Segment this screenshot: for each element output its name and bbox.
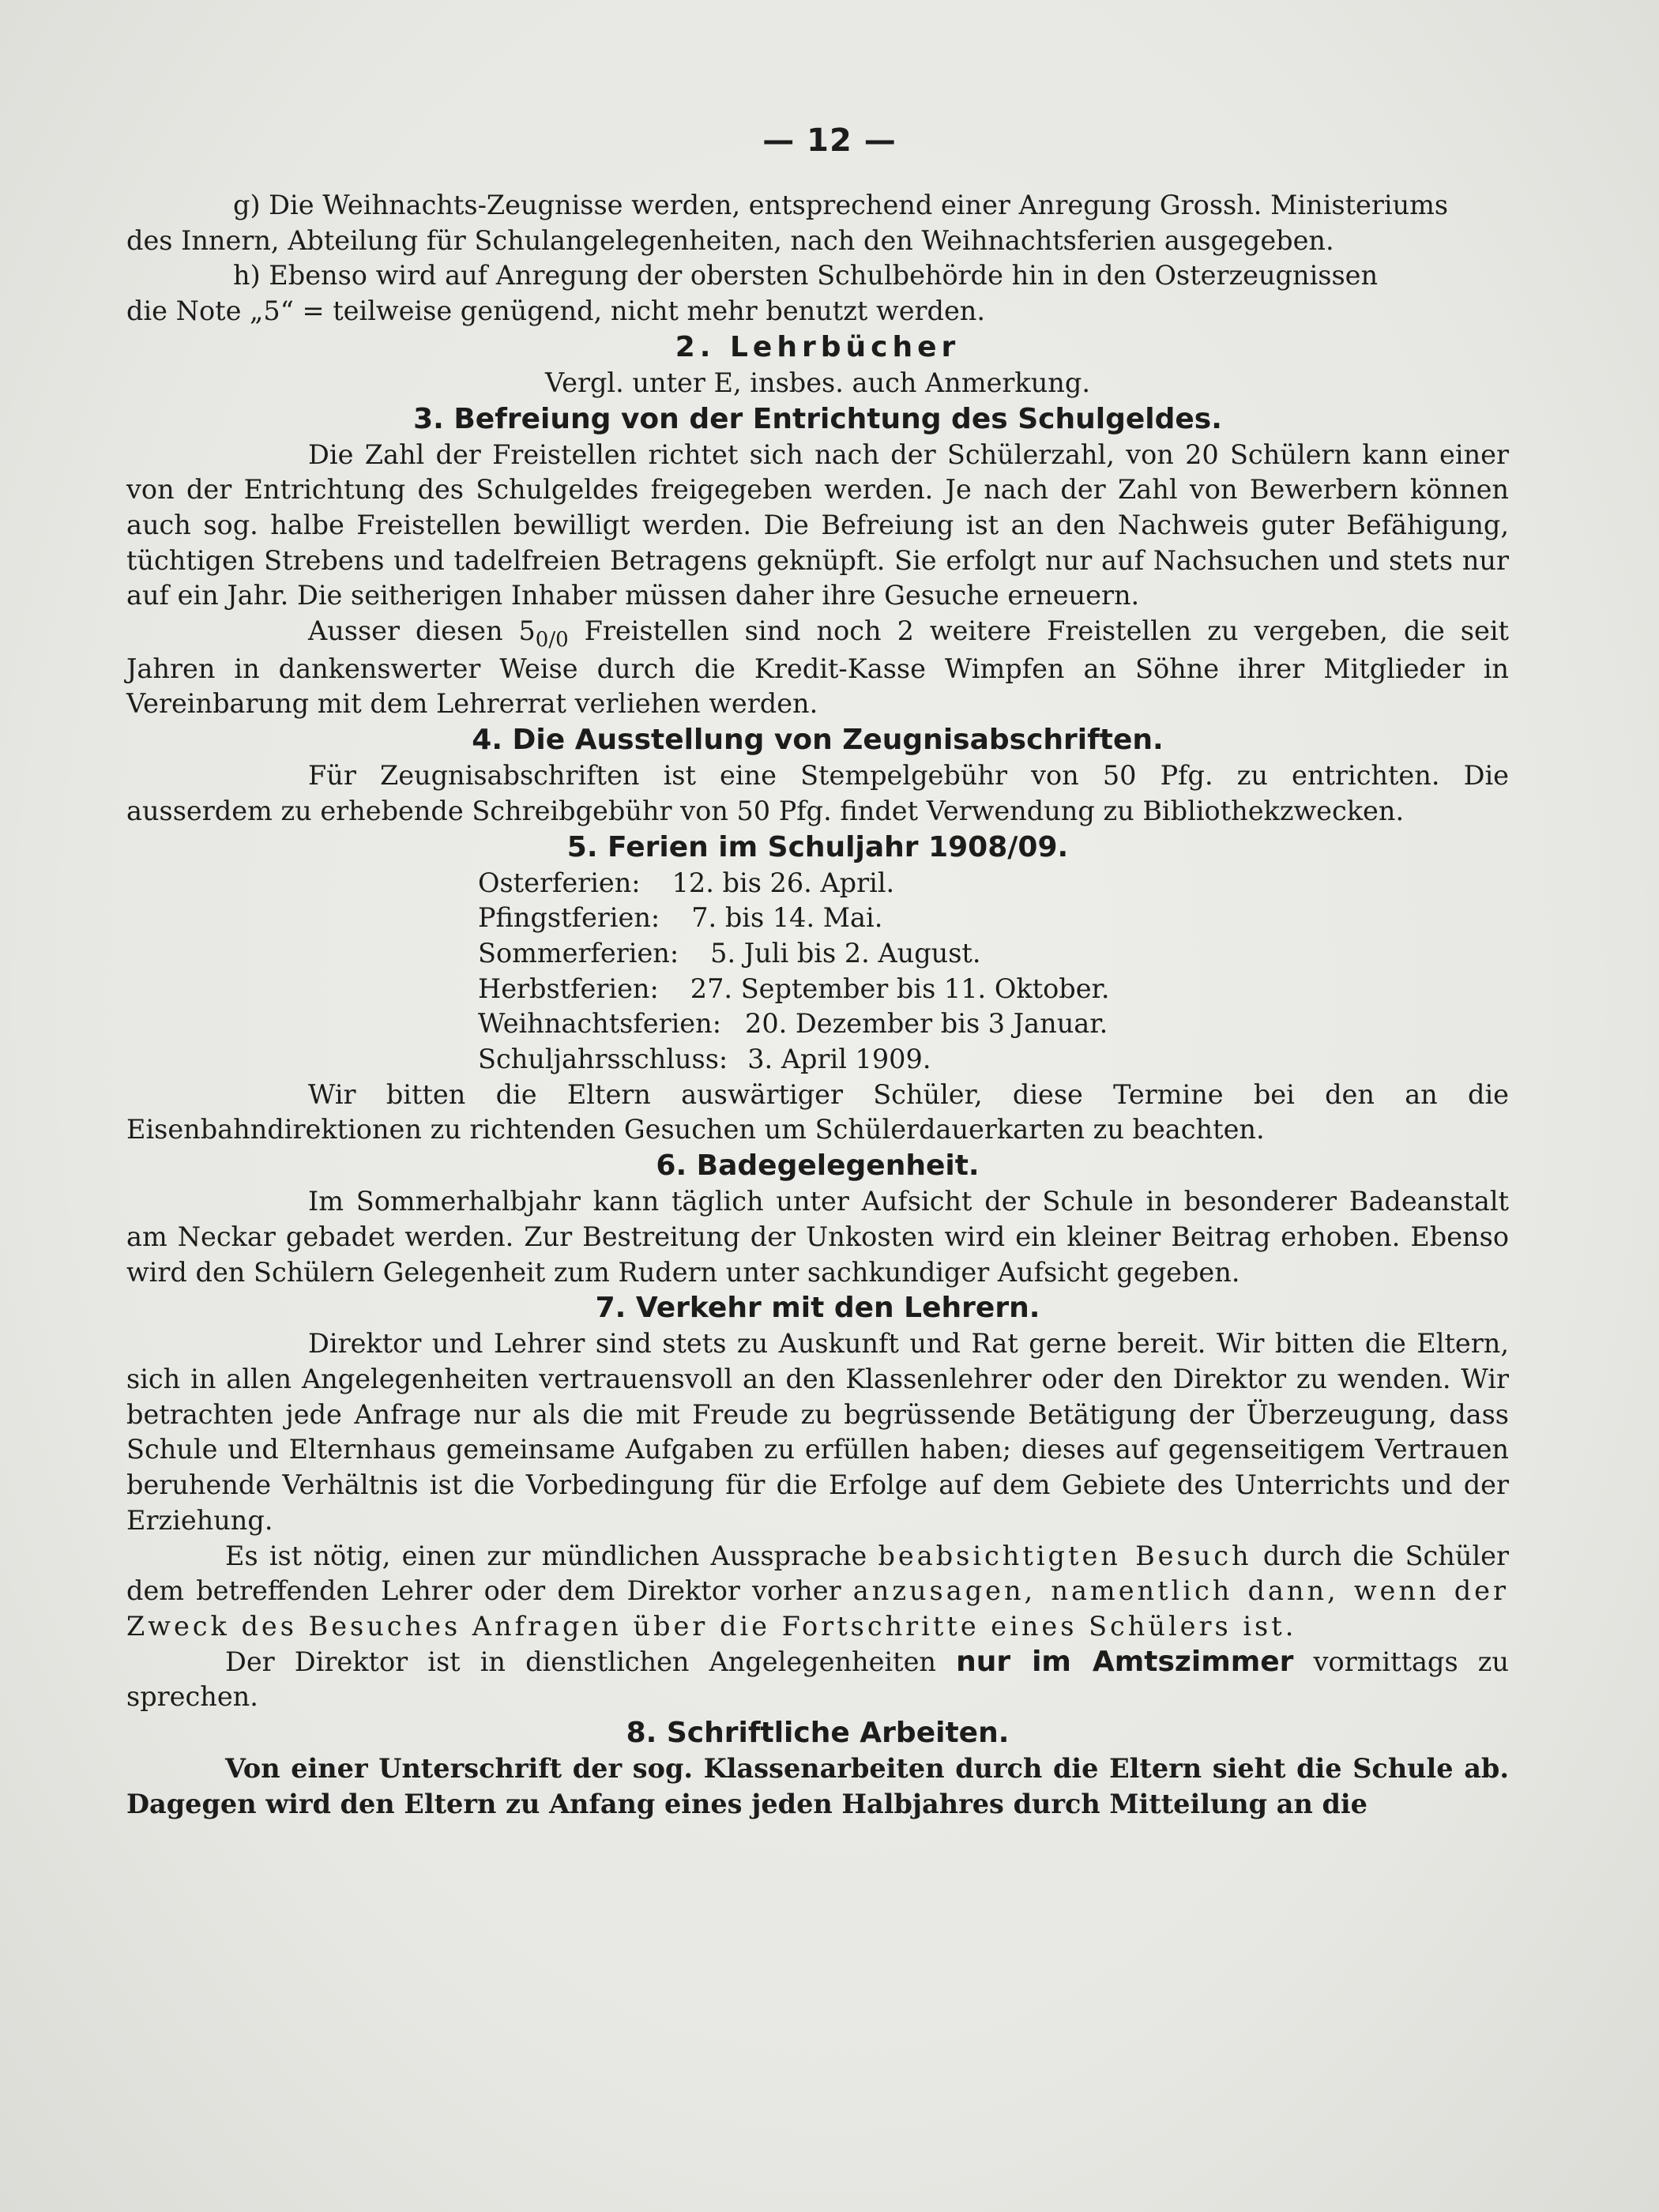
holiday-row: [478, 936, 1509, 972]
text-segment: Der Direktor ist in dienstlichen Angelegenheiten: [225, 1646, 957, 1677]
text-segment: vormittags zu sprechen.: [126, 1646, 1509, 1713]
paragraph-h-line2: die Note „5“ = teilweise genügend, nicht mehr benutzt werden.: [126, 295, 986, 327]
paragraph-badegelegenheit: Im Sommerhalbjahr kann täglich unter Aufsicht der Schule in besonderer Badeanstalt am Neckar gebadet werden. Zur Bestreitung der Unkosten wird ein kleiner Beitrag erhoben. Ebenso wird den Schülern Gelegenheit zum Rudern unter sachkundiger Aufsicht gegeben.: [126, 1186, 1509, 1288]
holiday-dates: 12. bis 26. April.: [672, 867, 895, 898]
holiday-row: [478, 1006, 1509, 1042]
holiday-dates: 7. bis 14. Mai.: [691, 902, 883, 934]
holiday-label: Sommerferien:: [478, 937, 679, 969]
paragraph-amtszimmer: [126, 1645, 1509, 1715]
paragraph-g-line1: g) Die Weihnachts-Zeugnisse werden, entsprechend einer Anregung Grossh. Ministeriums: [233, 190, 1449, 220]
text-segment: Es ist nötig, einen zur mündlichen Aussprache: [225, 1540, 878, 1571]
holiday-row: [478, 972, 1509, 1007]
holiday-dates: 27. September bis 11. Oktober.: [690, 972, 1110, 1004]
holiday-label: Osterferien:: [478, 867, 641, 898]
section-heading-schriftliche-arbeiten: 8. Schriftliche Arbeiten.: [626, 1717, 1010, 1750]
spaced-text: anzusagen, namentlich dann, wenn der Zweck des Besuches Anfragen über die Fortschritte eines Schülers ist.: [126, 1575, 1509, 1642]
paragraph-freistellen: Die Zahl der Freistellen richtet sich nach der Schülerzahl, von 20 Schülern kann einer von der Entrichtung des Schulgeldes freigegeben werden. Je nach der Zahl von Bewerbern können auch sog. halbe Freistellen bewilligt werden. Die Befreiung ist an den Nachweis guter Befähigung, tüchtigen Strebens und tadelfreien Betragens geknüpft. Sie erfolgt nur auf Nachsuchen und stets nur auf ein Jahr. Die seitherigen Inhaber müssen daher ihre Gesuche erneuern.: [126, 438, 1509, 611]
holiday-list: [478, 866, 1509, 1078]
holiday-label: Schuljahrsschluss:: [478, 1044, 728, 1075]
section-heading-badegelegenheit: 6. Badegelegenheit.: [656, 1149, 980, 1183]
holiday-dates: 20. Dezember bis 3 Januar.: [745, 1008, 1108, 1040]
spaced-text: beabsichtigten Besuch: [878, 1540, 1252, 1571]
paragraph-weitere-freistellen: [126, 614, 1509, 722]
section-text-lehrbuecher: Vergl. unter E, insbes. auch Anmerkung.: [545, 367, 1090, 398]
section-heading-schulgeld: 3. Befreiung von der Entrichtung des Schulgeldes.: [413, 402, 1222, 435]
percent-sign: 0/0: [535, 628, 569, 653]
text-segment: Freistellen sind noch 2 weitere Freistellen zu vergeben, die seit Jahren in dankenswerter Weise durch die Kredit-Kasse Wimpfen an Söhne ihrer Mitglieder in Vereinbarung mit dem Lehrerrat verliehen werden.: [126, 615, 1509, 720]
page-content: [126, 188, 1509, 1822]
paragraph-besuch: [126, 1539, 1509, 1645]
paragraph-schuelerdauerkarten: Wir bitten die Eltern auswärtiger Schüler, diese Termine bei den an die Eisenbahndirektionen zu richtenden Gesuchen um Schülerdauerkarten zu beachten.: [126, 1078, 1509, 1146]
section-heading-verkehr-lehrern: 7. Verkehr mit den Lehrern.: [595, 1292, 1040, 1325]
text-segment: durch die Schüler dem betreffenden Lehrer oder dem Direktor vorher: [126, 1540, 1509, 1607]
holiday-label: Weihnachtsferien:: [478, 1008, 721, 1040]
paragraph-auskunft: Direktor und Lehrer sind stets zu Auskunft und Rat gerne bereit. Wir bitten die Eltern, sich in allen Angelegenheiten vertrauensvoll an den Klassenlehrer oder den Direktor zu wenden. Wir betrachten jede Anfrage nur als die mit Freude zu begrüssende Betätigung der Überzeugung, dass Schule und Elternhaus gemeinsame Aufgaben zu erfüllen haben; dieses auf gegenseitigem Vertrauen beruhende Verhältnis ist die Vorbedingung für die Erfolge auf dem Gebiete des Unterrichts und der Erziehung.: [126, 1328, 1509, 1536]
section-heading-zeugnisabschriften: 4. Die Ausstellung von Zeugnisabschriften.: [472, 724, 1164, 757]
paragraph-zeugnisabschriften: Für Zeugnisabschriften ist eine Stempelgebühr von 50 Pfg. zu entrichten. Die ausserdem zu erhebende Schreibgebühr von 50 Pfg. findet Verwendung zu Bibliothekzwecken.: [126, 760, 1509, 826]
paragraph-h-line1: h) Ebenso wird auf Anregung der obersten Schulbehörde hin in den Osterzeugnissen: [233, 260, 1379, 292]
text-segment: Ausser diesen 5: [308, 615, 536, 647]
holiday-dates: 3. April 1909.: [747, 1044, 931, 1075]
holiday-row: [478, 866, 1509, 901]
holiday-label: Herbstferien:: [478, 972, 659, 1004]
paragraph-g-line2: des Innern, Abteilung für Schulangelegenheiten, nach den Weihnachtsferien ausgegeben.: [126, 224, 1334, 256]
holiday-label: Pfingstferien:: [478, 902, 660, 934]
holiday-dates: 5. Juli bis 2. August.: [710, 937, 981, 969]
page-number: — 12 —: [762, 122, 897, 159]
section-heading-lehrbuecher: 2. Lehrbücher: [675, 330, 961, 363]
paragraph-klassenarbeiten: Von einer Unterschrift der sog. Klassenarbeiten durch die Eltern sieht die Schule ab. Dagegen wird den Eltern zu Anfang eines jeden Halbjahres durch Mitteilung an die: [126, 1753, 1509, 1819]
holiday-row: [478, 901, 1509, 936]
section-heading-ferien: 5. Ferien im Schuljahr 1908/09.: [566, 830, 1069, 863]
holiday-row: [478, 1042, 1509, 1078]
emphasis-text: nur im Amtszimmer: [956, 1645, 1294, 1678]
